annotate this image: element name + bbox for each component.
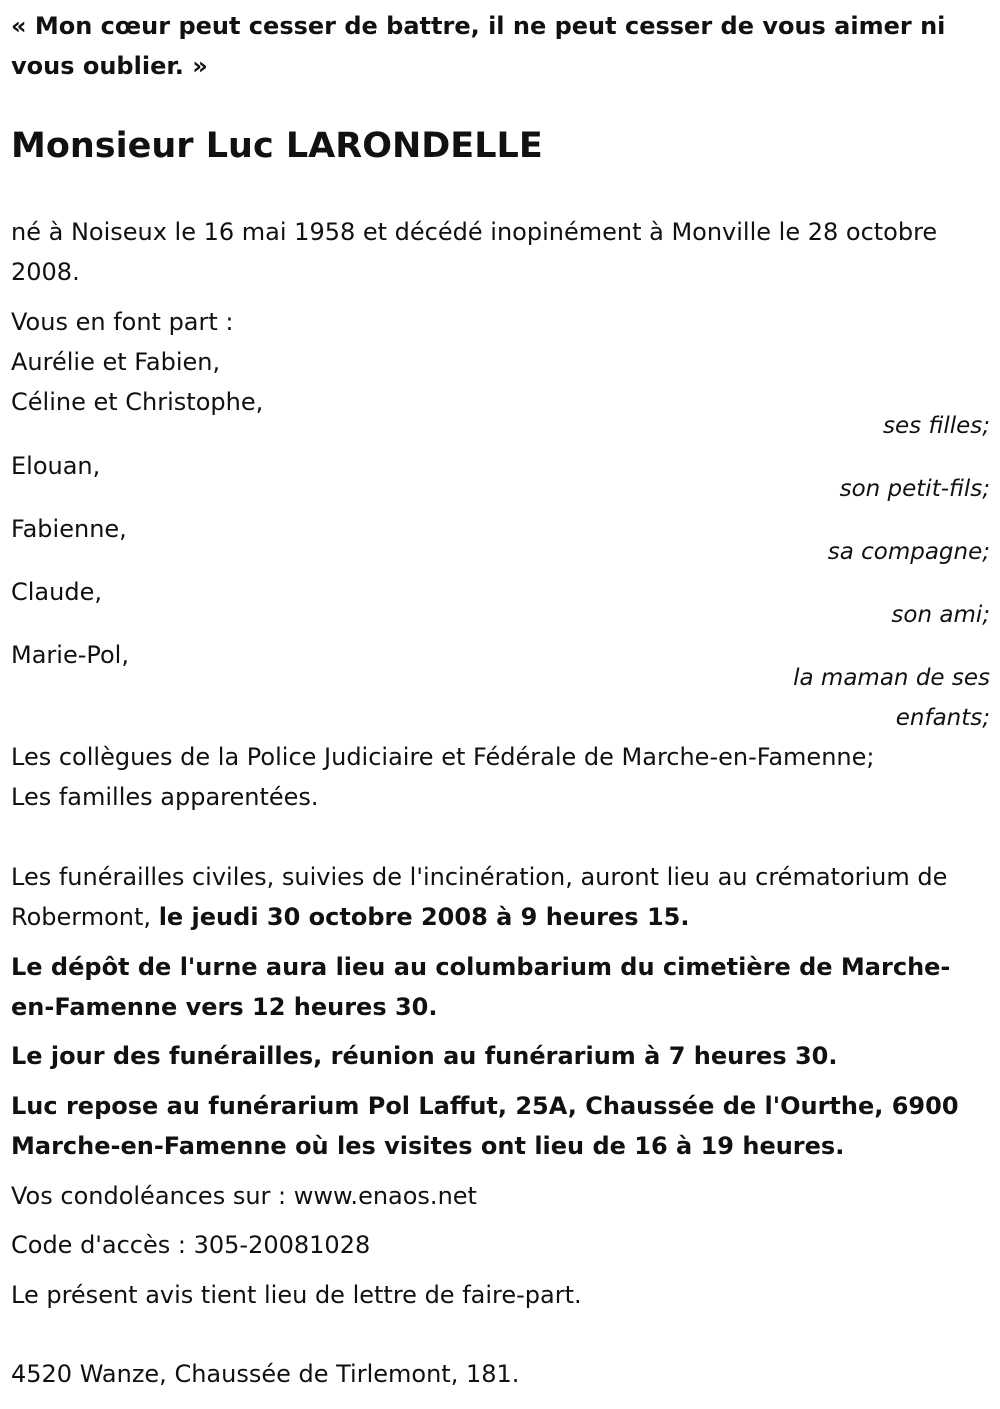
family-daughter-2: Céline et Christophe, <box>11 388 264 416</box>
role-partner: sa compagne; <box>827 539 990 565</box>
funeral-text: Les funérailles civiles, suivies de l'incinération, auront lieu au crématorium de Robermont, <box>11 863 948 931</box>
colleagues-text: Les collègues de la Police Judiciaire et Fédérale de Marche-en-Famenne; <box>11 743 875 771</box>
meeting-text: Le jour des funérailles, réunion au funérarium à 7 heures 30. <box>11 1042 838 1070</box>
deceased-name: Monsieur Luc LARONDELLE <box>11 126 543 166</box>
funeral-paragraph <box>11 857 986 937</box>
family-mother: Marie-Pol, <box>11 641 129 669</box>
families-text: Les familles apparentées. <box>11 783 319 811</box>
access-code-text: Code d'accès : 305-20081028 <box>11 1231 371 1259</box>
role-mother-line-1: la maman de ses <box>793 665 990 691</box>
role-friend: son ami; <box>891 602 990 628</box>
funeral-date: le jeudi 30 octobre 2008 à 9 heures 15. <box>158 903 690 931</box>
resting-place-text: Luc repose au funérarium Pol Laffut, 25A, Chaussée de l'Ourthe, 6900 Marche-en-Famenne où les visites ont lieu de 16 à 19 heures. <box>11 1092 959 1160</box>
role-grandson: son petit-fils; <box>839 476 990 502</box>
condolences-text: Vos condoléances sur : www.enaos.net <box>11 1182 477 1210</box>
notice-text: Le présent avis tient lieu de lettre de faire-part. <box>11 1281 582 1309</box>
family-daughter-1: Aurélie et Fabien, <box>11 348 221 376</box>
epitaph-quote: « Mon cœur peut cesser de battre, il ne peut cesser de vous aimer ni vous oublier. » <box>11 12 946 80</box>
urn-deposit-text: Le dépôt de l'urne aura lieu au columbarium du cimetière de Marche-en-Famenne vers 12 heures 30. <box>11 953 951 1021</box>
family-partner: Fabienne, <box>11 515 127 543</box>
announce-intro: Vous en font part : <box>11 308 234 336</box>
birth-death-text: né à Noiseux le 16 mai 1958 et décédé inopinément à Monville le 28 octobre 2008. <box>11 218 938 286</box>
role-mother-line-2: enfants; <box>895 705 990 731</box>
role-daughters: ses filles; <box>883 413 990 439</box>
address-text: 4520 Wanze, Chaussée de Tirlemont, 181. <box>11 1360 520 1388</box>
family-friend: Claude, <box>11 578 102 606</box>
family-grandson: Elouan, <box>11 452 101 480</box>
